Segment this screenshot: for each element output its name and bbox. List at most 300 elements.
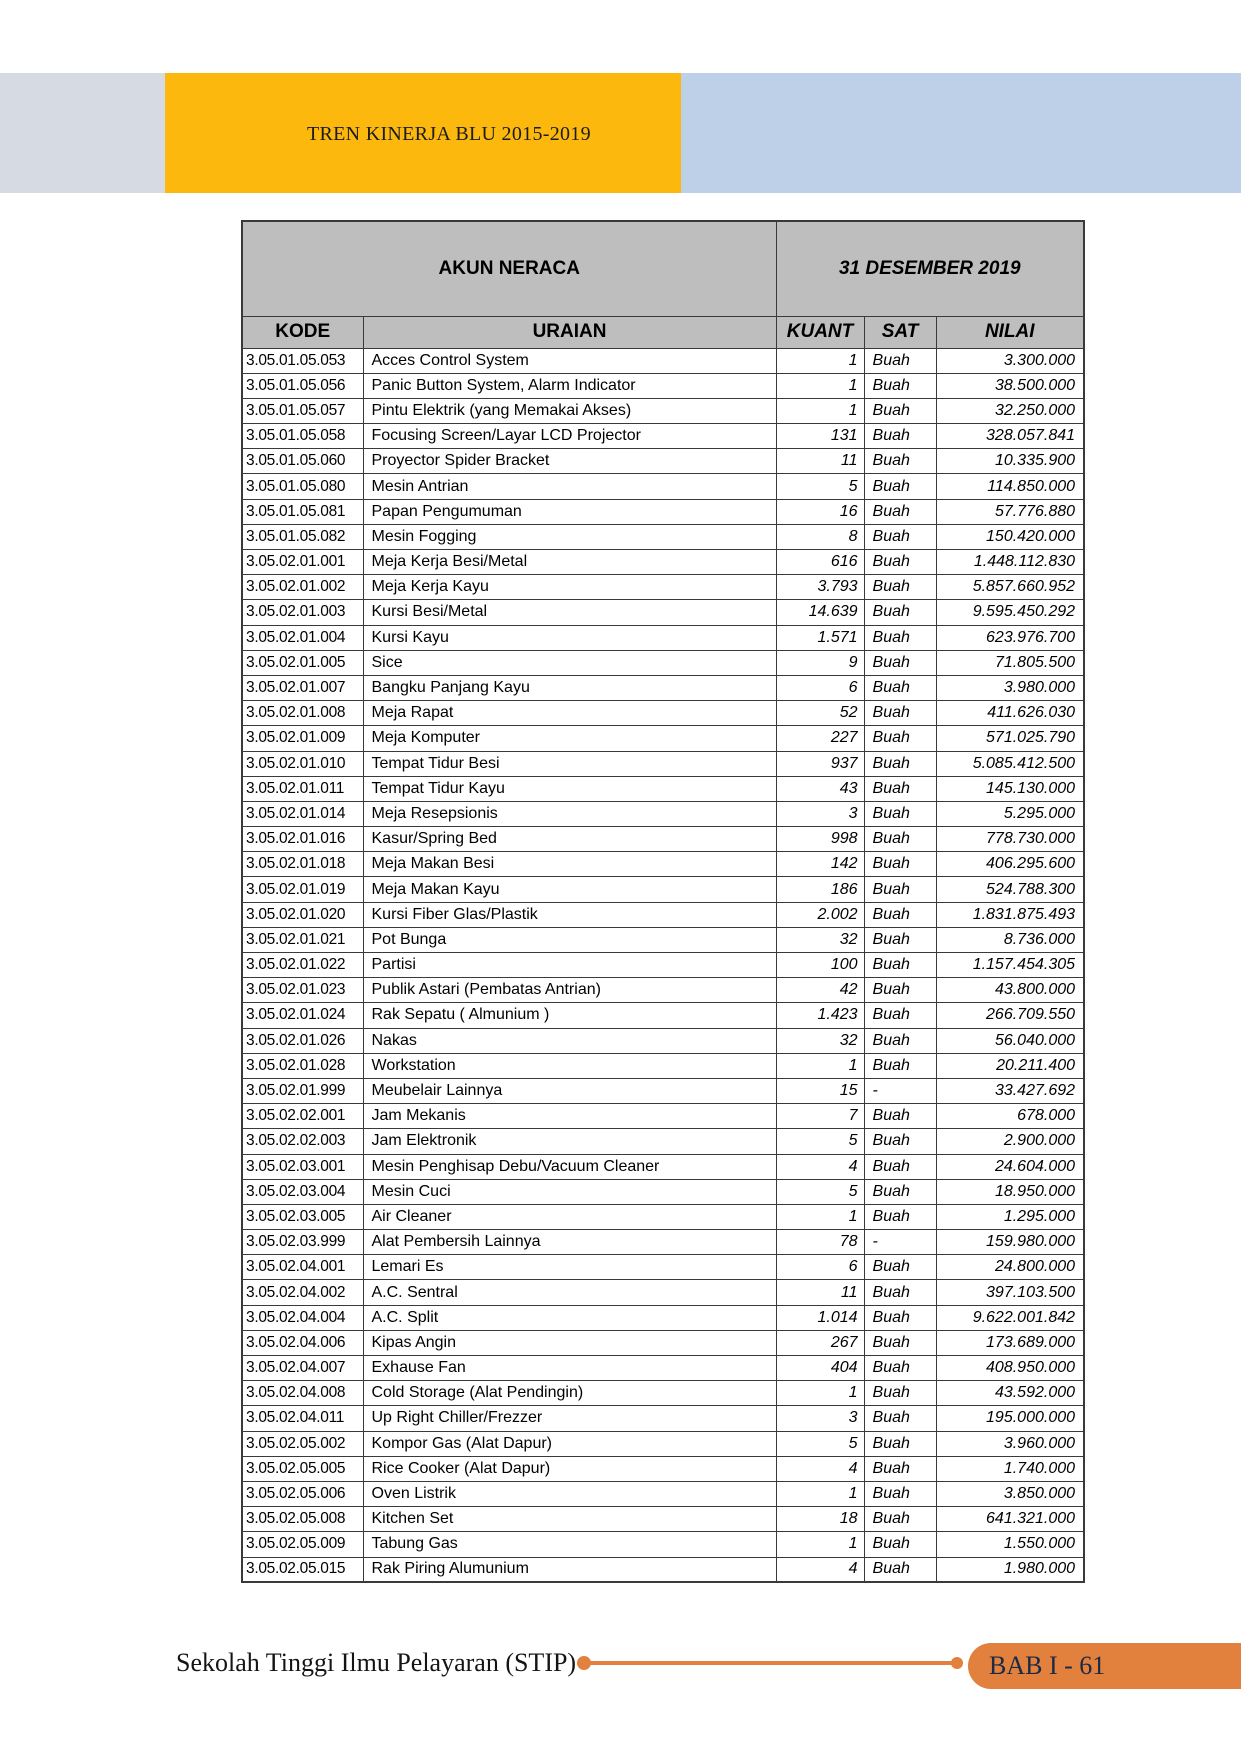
cell-kode: 3.05.02.01.003 <box>242 600 363 625</box>
table-row <box>242 550 1084 575</box>
cell-kuant: 8 <box>776 524 864 549</box>
table-row <box>242 1255 1084 1280</box>
cell-uraian: Focusing Screen/Layar LCD Projector <box>363 424 776 449</box>
cell-kode: 3.05.02.01.011 <box>242 776 363 801</box>
table-row <box>242 1330 1084 1355</box>
cell-kode: 3.05.02.05.008 <box>242 1507 363 1532</box>
cell-nilai: 43.800.000 <box>936 978 1084 1003</box>
cell-uraian: Meja Kerja Besi/Metal <box>363 550 776 575</box>
cell-nilai: 10.335.900 <box>936 449 1084 474</box>
cell-sat: Buah <box>864 1154 936 1179</box>
cell-kuant: 11 <box>776 449 864 474</box>
cell-sat: Buah <box>864 348 936 373</box>
cell-sat: Buah <box>864 1179 936 1204</box>
cell-nilai: 1.295.000 <box>936 1204 1084 1229</box>
col-header-uraian: URAIAN <box>363 316 776 348</box>
cell-nilai: 8.736.000 <box>936 927 1084 952</box>
cell-nilai: 524.788.300 <box>936 877 1084 902</box>
cell-sat: Buah <box>864 1028 936 1053</box>
cell-kuant: 267 <box>776 1330 864 1355</box>
cell-kode: 3.05.02.01.026 <box>242 1028 363 1053</box>
cell-sat: Buah <box>864 1280 936 1305</box>
banner-title: TREN KINERJA BLU 2015-2019 <box>307 123 591 145</box>
page-badge <box>968 1643 1241 1689</box>
cell-sat: Buah <box>864 1305 936 1330</box>
table-row <box>242 1507 1084 1532</box>
cell-kuant: 6 <box>776 1255 864 1280</box>
table-row <box>242 474 1084 499</box>
cell-kode: 3.05.01.05.080 <box>242 474 363 499</box>
cell-uraian: Kompor Gas (Alat Dapur) <box>363 1431 776 1456</box>
cell-kuant: 100 <box>776 953 864 978</box>
table-row <box>242 877 1084 902</box>
footer-institution: Sekolah Tinggi Ilmu Pelayaran (STIP) <box>176 1648 577 1677</box>
cell-kode: 3.05.02.03.001 <box>242 1154 363 1179</box>
cell-kuant: 5 <box>776 474 864 499</box>
col-header-sat: SAT <box>864 316 936 348</box>
cell-kuant: 1 <box>776 398 864 423</box>
cell-kode: 3.05.02.05.006 <box>242 1481 363 1506</box>
cell-nilai: 195.000.000 <box>936 1406 1084 1431</box>
cell-nilai: 145.130.000 <box>936 776 1084 801</box>
cell-nilai: 18.950.000 <box>936 1179 1084 1204</box>
cell-sat: Buah <box>864 902 936 927</box>
cell-kuant: 1 <box>776 373 864 398</box>
table-row <box>242 398 1084 423</box>
cell-uraian: Publik Astari (Pembatas Antrian) <box>363 978 776 1003</box>
footer-divider-line <box>586 1661 962 1665</box>
cell-kode: 3.05.02.01.004 <box>242 625 363 650</box>
col-header-nilai: NILAI <box>936 316 1084 348</box>
table-row <box>242 726 1084 751</box>
cell-kode: 3.05.01.05.082 <box>242 524 363 549</box>
cell-kode: 3.05.02.04.008 <box>242 1381 363 1406</box>
cell-uraian: Meja Rapat <box>363 701 776 726</box>
cell-sat: Buah <box>864 1204 936 1229</box>
cell-uraian: Kursi Besi/Metal <box>363 600 776 625</box>
cell-kuant: 78 <box>776 1230 864 1255</box>
cell-nilai: 623.976.700 <box>936 625 1084 650</box>
cell-kuant: 2.002 <box>776 902 864 927</box>
table-row <box>242 650 1084 675</box>
cell-uraian: Papan Pengumuman <box>363 499 776 524</box>
cell-sat: Buah <box>864 1003 936 1028</box>
cell-sat: Buah <box>864 600 936 625</box>
cell-kode: 3.05.02.03.005 <box>242 1204 363 1229</box>
group-header-akun-neraca: AKUN NERACA <box>242 221 776 316</box>
table-row <box>242 675 1084 700</box>
cell-sat: Buah <box>864 550 936 575</box>
table-row <box>242 801 1084 826</box>
cell-sat: Buah <box>864 701 936 726</box>
cell-uraian: Meja Resepsionis <box>363 801 776 826</box>
cell-nilai: 328.057.841 <box>936 424 1084 449</box>
cell-kode: 3.05.02.04.002 <box>242 1280 363 1305</box>
cell-uraian: Sice <box>363 650 776 675</box>
cell-nilai: 24.800.000 <box>936 1255 1084 1280</box>
table-row <box>242 575 1084 600</box>
cell-uraian: Exhause Fan <box>363 1356 776 1381</box>
cell-uraian: Alat Pembersih Lainnya <box>363 1230 776 1255</box>
cell-sat: Buah <box>864 1255 936 1280</box>
cell-sat: Buah <box>864 1104 936 1129</box>
cell-sat: Buah <box>864 1456 936 1481</box>
cell-nilai: 9.595.450.292 <box>936 600 1084 625</box>
cell-kode: 3.05.02.05.009 <box>242 1532 363 1557</box>
cell-sat: Buah <box>864 852 936 877</box>
cell-kuant: 937 <box>776 751 864 776</box>
banner-blue-block <box>681 73 1241 193</box>
cell-kuant: 131 <box>776 424 864 449</box>
table-row <box>242 751 1084 776</box>
cell-uraian: Tempat Tidur Besi <box>363 751 776 776</box>
cell-kuant: 186 <box>776 877 864 902</box>
cell-uraian: Air Cleaner <box>363 1204 776 1229</box>
group-header-date: 31 DESEMBER 2019 <box>776 221 1084 316</box>
cell-nilai: 1.740.000 <box>936 1456 1084 1481</box>
cell-uraian: Nakas <box>363 1028 776 1053</box>
cell-kode: 3.05.02.01.999 <box>242 1078 363 1103</box>
cell-kode: 3.05.02.01.016 <box>242 827 363 852</box>
cell-sat: Buah <box>864 1381 936 1406</box>
cell-nilai: 778.730.000 <box>936 827 1084 852</box>
cell-kuant: 5 <box>776 1129 864 1154</box>
group-header-row <box>242 221 1084 316</box>
table-row <box>242 373 1084 398</box>
cell-uraian: Kursi Fiber Glas/Plastik <box>363 902 776 927</box>
table-row <box>242 1456 1084 1481</box>
cell-uraian: Kipas Angin <box>363 1330 776 1355</box>
cell-kode: 3.05.02.04.004 <box>242 1305 363 1330</box>
cell-kode: 3.05.02.01.008 <box>242 701 363 726</box>
cell-uraian: Mesin Fogging <box>363 524 776 549</box>
cell-kuant: 227 <box>776 726 864 751</box>
cell-kuant: 32 <box>776 927 864 952</box>
cell-kuant: 52 <box>776 701 864 726</box>
cell-kuant: 142 <box>776 852 864 877</box>
table-row <box>242 1003 1084 1028</box>
banner-yellow-block <box>165 73 681 193</box>
cell-kuant: 5 <box>776 1431 864 1456</box>
cell-uraian: Mesin Penghisap Debu/Vacuum Cleaner <box>363 1154 776 1179</box>
cell-nilai: 678.000 <box>936 1104 1084 1129</box>
cell-uraian: Meja Komputer <box>363 726 776 751</box>
table-row <box>242 1381 1084 1406</box>
cell-nilai: 24.604.000 <box>936 1154 1084 1179</box>
cell-nilai: 641.321.000 <box>936 1507 1084 1532</box>
cell-kode: 3.05.02.01.014 <box>242 801 363 826</box>
cell-sat: Buah <box>864 827 936 852</box>
cell-kode: 3.05.02.05.002 <box>242 1431 363 1456</box>
table-row <box>242 1280 1084 1305</box>
cell-uraian: Jam Mekanis <box>363 1104 776 1129</box>
table-row <box>242 1532 1084 1557</box>
cell-nilai: 173.689.000 <box>936 1330 1084 1355</box>
cell-sat: Buah <box>864 1507 936 1532</box>
table-row <box>242 902 1084 927</box>
cell-nilai: 38.500.000 <box>936 373 1084 398</box>
cell-kode: 3.05.02.04.011 <box>242 1406 363 1431</box>
table-row <box>242 625 1084 650</box>
cell-nilai: 411.626.030 <box>936 701 1084 726</box>
cell-sat: Buah <box>864 978 936 1003</box>
cell-uraian: A.C. Sentral <box>363 1280 776 1305</box>
table-row <box>242 953 1084 978</box>
cell-kode: 3.05.02.01.019 <box>242 877 363 902</box>
cell-sat: Buah <box>864 625 936 650</box>
cell-kuant: 1 <box>776 1204 864 1229</box>
cell-kuant: 5 <box>776 1179 864 1204</box>
cell-uraian: Cold Storage (Alat Pendingin) <box>363 1381 776 1406</box>
cell-kuant: 3 <box>776 801 864 826</box>
cell-kuant: 404 <box>776 1356 864 1381</box>
cell-nilai: 1.448.112.830 <box>936 550 1084 575</box>
cell-uraian: Meja Kerja Kayu <box>363 575 776 600</box>
cell-nilai: 3.850.000 <box>936 1481 1084 1506</box>
cell-nilai: 266.709.550 <box>936 1003 1084 1028</box>
table-row <box>242 927 1084 952</box>
cell-uraian: Up Right Chiller/Frezzer <box>363 1406 776 1431</box>
cell-kode: 3.05.02.03.999 <box>242 1230 363 1255</box>
cell-nilai: 571.025.790 <box>936 726 1084 751</box>
cell-kuant: 4 <box>776 1557 864 1582</box>
neraca-table <box>241 220 1085 1583</box>
table-row <box>242 1129 1084 1154</box>
cell-sat: Buah <box>864 650 936 675</box>
cell-uraian: Pintu Elektrik (yang Memakai Akses) <box>363 398 776 423</box>
cell-sat: Buah <box>864 776 936 801</box>
table-body <box>242 348 1084 1582</box>
cell-uraian: Partisi <box>363 953 776 978</box>
cell-kode: 3.05.02.04.006 <box>242 1330 363 1355</box>
cell-nilai: 20.211.400 <box>936 1053 1084 1078</box>
cell-nilai: 32.250.000 <box>936 398 1084 423</box>
cell-kode: 3.05.02.01.001 <box>242 550 363 575</box>
cell-uraian: Bangku Panjang Kayu <box>363 675 776 700</box>
cell-kode: 3.05.01.05.056 <box>242 373 363 398</box>
cell-kode: 3.05.02.01.024 <box>242 1003 363 1028</box>
cell-nilai: 150.420.000 <box>936 524 1084 549</box>
cell-kode: 3.05.02.01.021 <box>242 927 363 952</box>
cell-nilai: 1.550.000 <box>936 1532 1084 1557</box>
table-row <box>242 348 1084 373</box>
table-row <box>242 424 1084 449</box>
table-row <box>242 1356 1084 1381</box>
cell-sat: Buah <box>864 1356 936 1381</box>
cell-kuant: 3.793 <box>776 575 864 600</box>
cell-nilai: 3.300.000 <box>936 348 1084 373</box>
cell-kode: 3.05.02.01.007 <box>242 675 363 700</box>
cell-uraian: Meja Makan Kayu <box>363 877 776 902</box>
cell-kuant: 4 <box>776 1456 864 1481</box>
cell-nilai: 3.960.000 <box>936 1431 1084 1456</box>
cell-kuant: 1 <box>776 1481 864 1506</box>
cell-sat: Buah <box>864 675 936 700</box>
cell-sat: Buah <box>864 1129 936 1154</box>
cell-kode: 3.05.02.03.004 <box>242 1179 363 1204</box>
table-row <box>242 1104 1084 1129</box>
cell-kode: 3.05.01.05.057 <box>242 398 363 423</box>
cell-kuant: 32 <box>776 1028 864 1053</box>
cell-uraian: Rak Sepatu ( Almunium ) <box>363 1003 776 1028</box>
cell-kode: 3.05.02.01.028 <box>242 1053 363 1078</box>
cell-nilai: 114.850.000 <box>936 474 1084 499</box>
cell-kuant: 616 <box>776 550 864 575</box>
table-row <box>242 1078 1084 1103</box>
cell-uraian: Panic Button System, Alarm Indicator <box>363 373 776 398</box>
cell-uraian: Jam Elektronik <box>363 1129 776 1154</box>
cell-kuant: 1 <box>776 348 864 373</box>
cell-sat: Buah <box>864 499 936 524</box>
cell-kode: 3.05.02.01.023 <box>242 978 363 1003</box>
cell-kuant: 9 <box>776 650 864 675</box>
cell-kuant: 6 <box>776 675 864 700</box>
cell-sat: Buah <box>864 524 936 549</box>
cell-sat: Buah <box>864 575 936 600</box>
cell-sat: - <box>864 1230 936 1255</box>
cell-uraian: Meja Makan Besi <box>363 852 776 877</box>
cell-kode: 3.05.02.02.001 <box>242 1104 363 1129</box>
cell-kode: 3.05.02.01.022 <box>242 953 363 978</box>
cell-nilai: 397.103.500 <box>936 1280 1084 1305</box>
cell-kode: 3.05.02.04.001 <box>242 1255 363 1280</box>
cell-uraian: Kursi Kayu <box>363 625 776 650</box>
cell-uraian: Meubelair Lainnya <box>363 1078 776 1103</box>
table-row <box>242 499 1084 524</box>
cell-kode: 3.05.02.01.002 <box>242 575 363 600</box>
cell-kuant: 3 <box>776 1406 864 1431</box>
cell-nilai: 5.085.412.500 <box>936 751 1084 776</box>
col-header-kode: KODE <box>242 316 363 348</box>
cell-sat: Buah <box>864 1053 936 1078</box>
cell-nilai: 2.900.000 <box>936 1129 1084 1154</box>
cell-uraian: Workstation <box>363 1053 776 1078</box>
table-row <box>242 449 1084 474</box>
cell-kuant: 1.423 <box>776 1003 864 1028</box>
header-banner <box>0 73 1241 193</box>
cell-sat: Buah <box>864 474 936 499</box>
cell-nilai: 71.805.500 <box>936 650 1084 675</box>
cell-uraian: Tabung Gas <box>363 1532 776 1557</box>
cell-sat: - <box>864 1078 936 1103</box>
cell-kuant: 18 <box>776 1507 864 1532</box>
cell-sat: Buah <box>864 373 936 398</box>
cell-kuant: 998 <box>776 827 864 852</box>
cell-kuant: 11 <box>776 1280 864 1305</box>
table-row <box>242 1204 1084 1229</box>
cell-kode: 3.05.01.05.058 <box>242 424 363 449</box>
table-row <box>242 1431 1084 1456</box>
cell-kuant: 14.639 <box>776 600 864 625</box>
cell-kuant: 1.571 <box>776 625 864 650</box>
cell-sat: Buah <box>864 726 936 751</box>
cell-uraian: Oven Listrik <box>363 1481 776 1506</box>
cell-uraian: Acces Control System <box>363 348 776 373</box>
cell-kuant: 15 <box>776 1078 864 1103</box>
cell-uraian: Tempat Tidur Kayu <box>363 776 776 801</box>
cell-sat: Buah <box>864 1557 936 1582</box>
cell-uraian: Kasur/Spring Bed <box>363 827 776 852</box>
cell-sat: Buah <box>864 1481 936 1506</box>
cell-uraian: Proyector Spider Bracket <box>363 449 776 474</box>
table-row <box>242 827 1084 852</box>
cell-nilai: 1.831.875.493 <box>936 902 1084 927</box>
table-row <box>242 852 1084 877</box>
cell-kuant: 1 <box>776 1053 864 1078</box>
table-row <box>242 1481 1084 1506</box>
cell-kode: 3.05.02.05.005 <box>242 1456 363 1481</box>
cell-kode: 3.05.02.01.020 <box>242 902 363 927</box>
table-row <box>242 978 1084 1003</box>
cell-kode: 3.05.02.04.007 <box>242 1356 363 1381</box>
table-row <box>242 1305 1084 1330</box>
table-row <box>242 524 1084 549</box>
cell-nilai: 408.950.000 <box>936 1356 1084 1381</box>
cell-sat: Buah <box>864 398 936 423</box>
cell-kode: 3.05.01.05.060 <box>242 449 363 474</box>
table-row <box>242 600 1084 625</box>
cell-uraian: Rak Piring Alumunium <box>363 1557 776 1582</box>
cell-sat: Buah <box>864 449 936 474</box>
cell-uraian: Mesin Antrian <box>363 474 776 499</box>
cell-uraian: Rice Cooker (Alat Dapur) <box>363 1456 776 1481</box>
cell-kode: 3.05.02.01.010 <box>242 751 363 776</box>
cell-nilai: 56.040.000 <box>936 1028 1084 1053</box>
cell-uraian: Pot Bunga <box>363 927 776 952</box>
cell-uraian: A.C. Split <box>363 1305 776 1330</box>
cell-kode: 3.05.02.02.003 <box>242 1129 363 1154</box>
cell-kode: 3.05.02.01.005 <box>242 650 363 675</box>
table-row <box>242 1053 1084 1078</box>
cell-sat: Buah <box>864 1532 936 1557</box>
table-row <box>242 701 1084 726</box>
cell-sat: Buah <box>864 927 936 952</box>
table-row <box>242 1028 1084 1053</box>
cell-sat: Buah <box>864 953 936 978</box>
cell-kuant: 4 <box>776 1154 864 1179</box>
cell-kuant: 16 <box>776 499 864 524</box>
cell-sat: Buah <box>864 1431 936 1456</box>
cell-nilai: 3.980.000 <box>936 675 1084 700</box>
table-row <box>242 1154 1084 1179</box>
cell-kuant: 7 <box>776 1104 864 1129</box>
cell-kuant: 43 <box>776 776 864 801</box>
cell-nilai: 5.857.660.952 <box>936 575 1084 600</box>
table-row <box>242 1179 1084 1204</box>
table-row <box>242 776 1084 801</box>
table-row <box>242 1557 1084 1582</box>
cell-nilai: 1.980.000 <box>936 1557 1084 1582</box>
cell-nilai: 43.592.000 <box>936 1381 1084 1406</box>
cell-sat: Buah <box>864 801 936 826</box>
cell-kode: 3.05.01.05.081 <box>242 499 363 524</box>
cell-nilai: 9.622.001.842 <box>936 1305 1084 1330</box>
cell-nilai: 33.427.692 <box>936 1078 1084 1103</box>
cell-kuant: 42 <box>776 978 864 1003</box>
cell-nilai: 1.157.454.305 <box>936 953 1084 978</box>
cell-kode: 3.05.01.05.053 <box>242 348 363 373</box>
cell-kode: 3.05.02.01.009 <box>242 726 363 751</box>
cell-kuant: 1 <box>776 1532 864 1557</box>
cell-kuant: 1.014 <box>776 1305 864 1330</box>
cell-nilai: 5.295.000 <box>936 801 1084 826</box>
cell-uraian: Mesin Cuci <box>363 1179 776 1204</box>
cell-nilai: 406.295.600 <box>936 852 1084 877</box>
col-header-kuant: KUANT <box>776 316 864 348</box>
table-row <box>242 1230 1084 1255</box>
cell-sat: Buah <box>864 424 936 449</box>
column-header-row <box>242 316 1084 348</box>
